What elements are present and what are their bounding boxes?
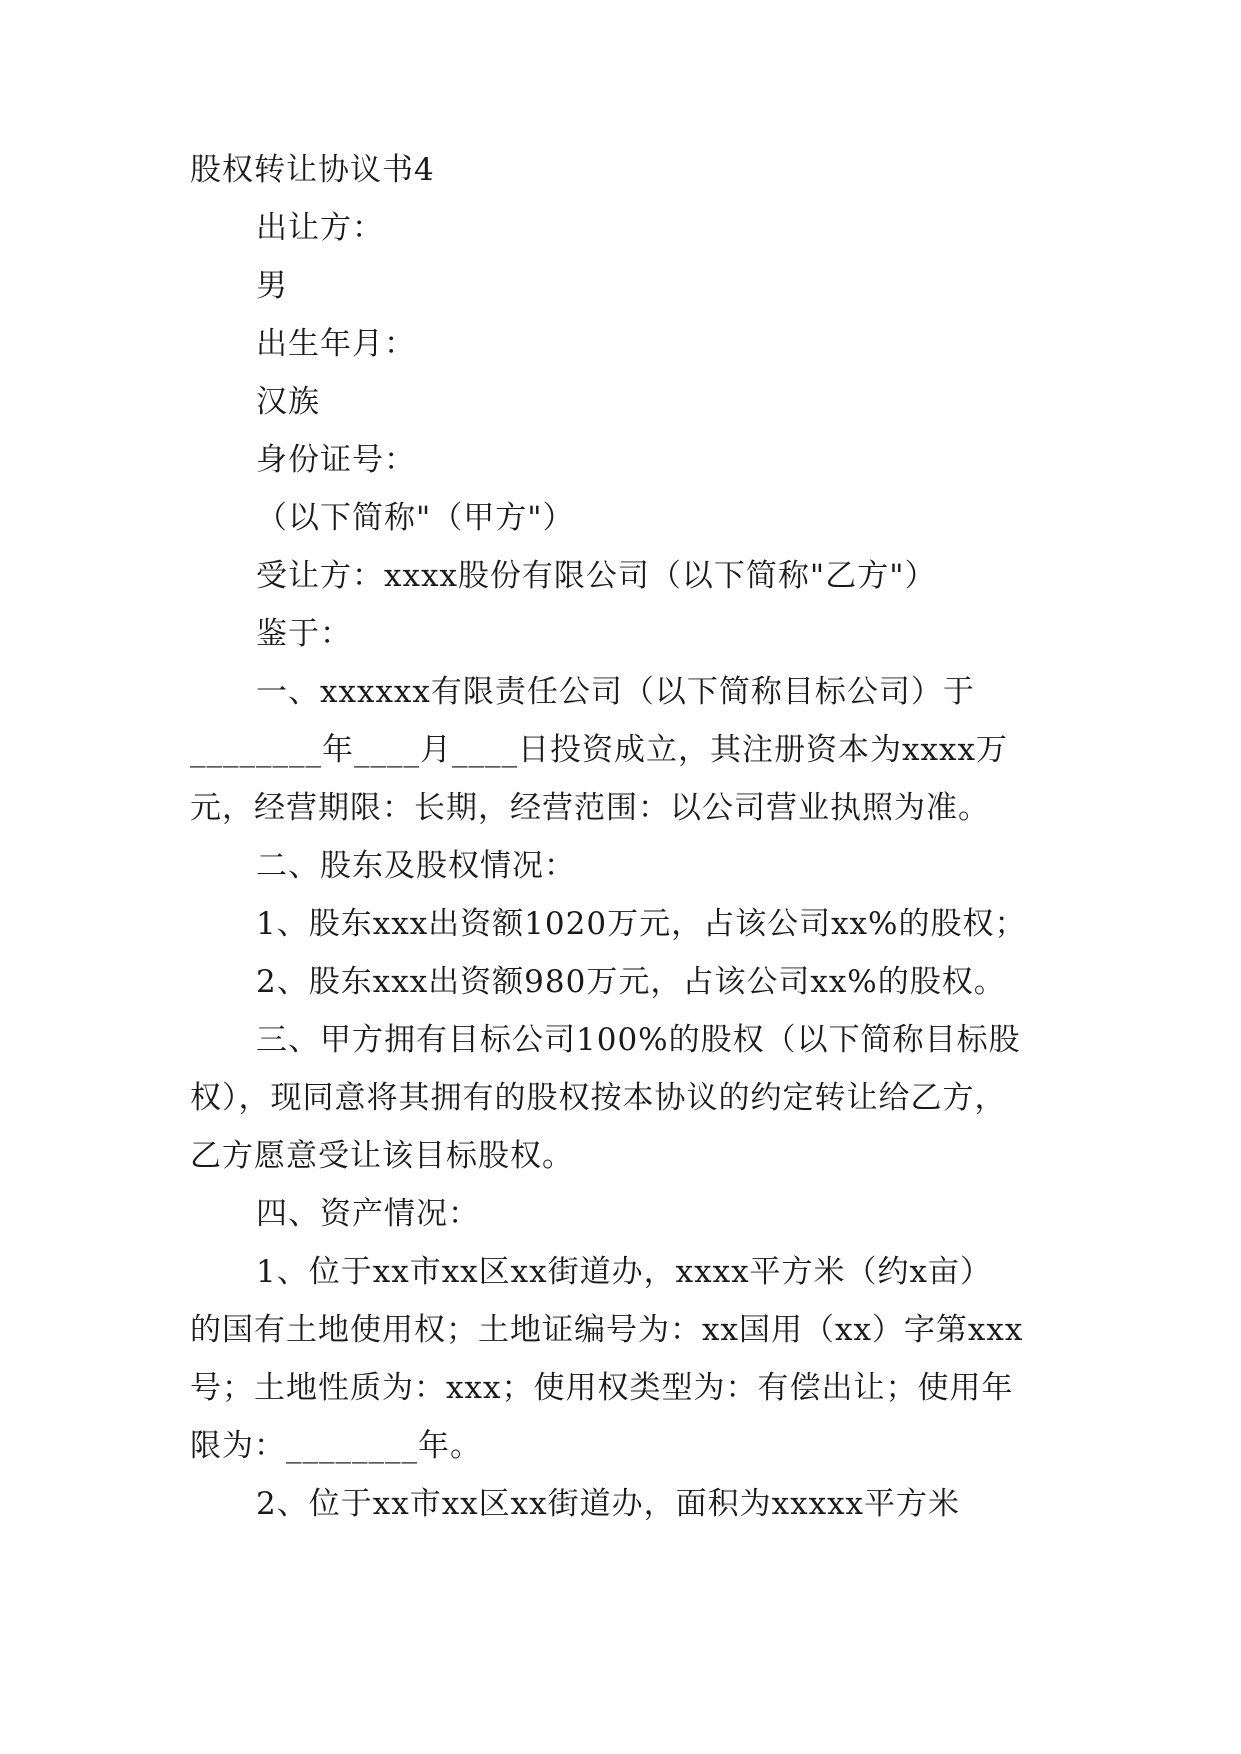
paragraph-line: 鉴于： xyxy=(256,616,352,652)
paragraph-line: 2、股东xxx出资额980万元，占该公司xx%的股权。 xyxy=(256,964,1006,1000)
paragraph-line: 1、股东xxx出资额1020万元，占该公司xx%的股权； xyxy=(256,906,1027,942)
paragraph-line: 一、xxxxxx有限责任公司（以下简称目标公司）于 xyxy=(256,674,975,710)
paragraph-line: 号；土地性质为：xxx；使用权类型为：有偿出让；使用年 xyxy=(190,1370,1014,1406)
paragraph-line: （以下简称"（甲方"） xyxy=(256,500,575,536)
paragraph-line: 二、股东及股权情况： xyxy=(256,848,576,884)
paragraph-line: 元，经营期限：长期，经营范围：以公司营业执照为准。 xyxy=(190,790,990,826)
paragraph-line: ________年____月____日投资成立，其注册资本为xxxx万 xyxy=(190,732,1008,768)
paragraph-line: 1、位于xx市xx区xx街道办，xxxx平方米（约x亩） xyxy=(256,1254,993,1290)
paragraph-line: 男 xyxy=(256,268,288,304)
paragraph-line: 身份证号： xyxy=(256,442,416,478)
paragraph-line: 四、资产情况： xyxy=(256,1196,480,1232)
paragraph-line: 限为：________年。 xyxy=(190,1428,482,1464)
paragraph-line: 受让方：xxxx股份有限公司（以下简称"乙方"） xyxy=(256,558,937,594)
paragraph-line: 的国有土地使用权；土地证编号为：xx国用（xx）字第xxx xyxy=(190,1312,1024,1348)
paragraph-line: 汉族 xyxy=(256,384,320,420)
paragraph-line: 2、位于xx市xx区xx街道办，面积为xxxxx平方米 xyxy=(256,1486,961,1522)
paragraph-line: 三、甲方拥有目标公司100%的股权（以下简称目标股 xyxy=(256,1022,1021,1058)
paragraph-line: 出让方： xyxy=(256,210,384,246)
paragraph-line: 乙方愿意受让该目标股权。 xyxy=(190,1138,574,1174)
paragraph-line: 出生年月： xyxy=(256,326,416,362)
document-title: 股权转让协议书4 xyxy=(190,152,435,188)
paragraph-line: 权），现同意将其拥有的股权按本协议的约定转让给乙方， xyxy=(190,1080,1007,1116)
